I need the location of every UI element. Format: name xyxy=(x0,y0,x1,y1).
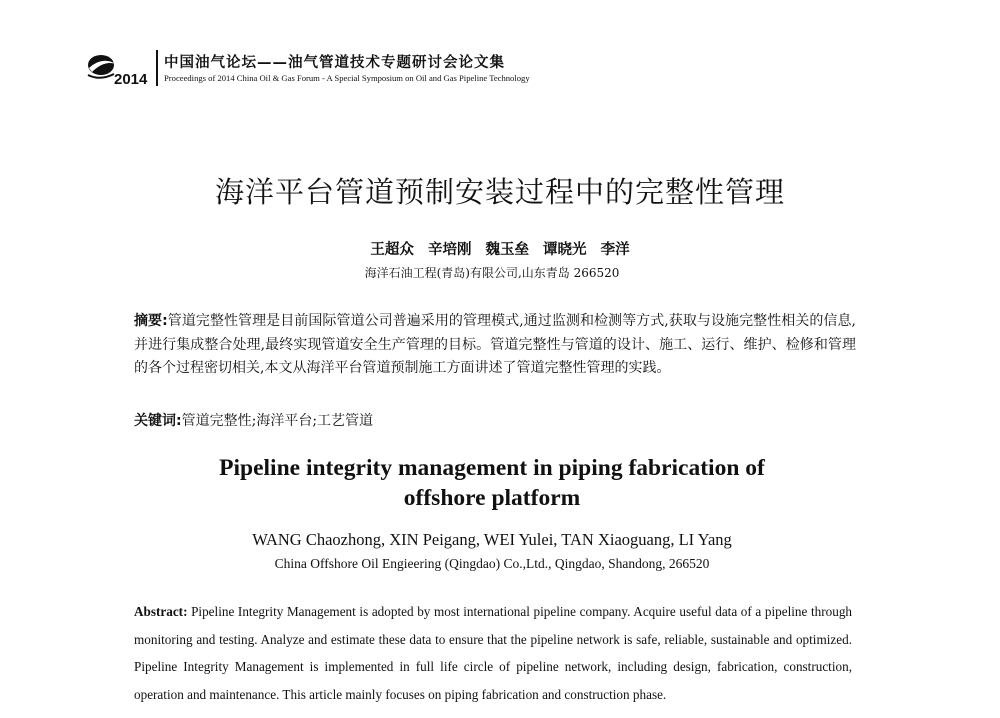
paper-title-cn: 海洋平台管道预制安装过程中的完整性管理 xyxy=(214,175,785,209)
logo-year: 2014 xyxy=(114,71,148,88)
abstract-cn-label: 摘要: xyxy=(134,313,168,329)
forum-logo xyxy=(86,48,156,88)
proceedings-title-en: Proceedings of 2014 China Oil & Gas Forum - A Special Symposium on Oil and Gas Pipeline Technology xyxy=(164,73,530,83)
abstract-en-label: Abstract: xyxy=(134,604,188,619)
keywords-cn-text: 管道完整性;海洋平台;工艺管道 xyxy=(181,413,374,429)
header-divider xyxy=(156,50,158,86)
authors-cn: 王超众 辛培刚 魏玉垒 谭晓光 李洋 xyxy=(370,242,630,258)
paper-title-en-line1: Pipeline integrity management in piping fabrication of xyxy=(219,455,765,481)
paper-title-en xyxy=(0,453,984,513)
affiliation-en: China Offshore Oil Engieering (Qingdao) Co.,Ltd., Qingdao, Shandong, 266520 xyxy=(274,556,710,571)
proceedings-title-cn: 中国油气论坛——油气管道技术专题研讨会论文集 xyxy=(164,55,505,71)
keywords-cn xyxy=(134,410,856,434)
abstract-cn-text: 管道完整性管理是目前国际管道公司普遍采用的管理模式,通过监测和检测等方式,获取与设施完整性相关的信息,并进行集成整合处理,最终实现管道安全生产管理的目标。管道完整性与管道的设计、施工、运行、维护、检修和管理的各个过程密切相关,本文从海洋平台管道预制施工方面讲述了管道完整性管理的实践。 xyxy=(134,313,856,376)
authors-en: WANG Chaozhong, XIN Peigang, WEI Yulei, TAN Xiaoguang, LI Yang xyxy=(252,530,732,549)
proceedings-header xyxy=(86,44,606,92)
paper-title-en-line2: offshore platform xyxy=(403,485,581,511)
affiliation-cn: 海洋石油工程(青岛)有限公司,山东青岛 266520 xyxy=(364,266,620,280)
abstract-en-text: Pipeline Integrity Management is adopted by most international pipeline company. Acquire useful data of a pipeline through monitoring and testing. Analyze and estimate these data to ensure that the pipeline network is safe, reliable, sustainable and optimized. Pipeline Integrity Management is implemented in full life circle of pipeline network, including design, fabrication, construction, operation and maintenance. This article mainly focuses on piping fabrication and construction phase. xyxy=(134,604,853,702)
abstract-en xyxy=(134,598,852,708)
keywords-cn-label: 关键词: xyxy=(134,413,182,429)
abstract-cn xyxy=(134,310,856,381)
